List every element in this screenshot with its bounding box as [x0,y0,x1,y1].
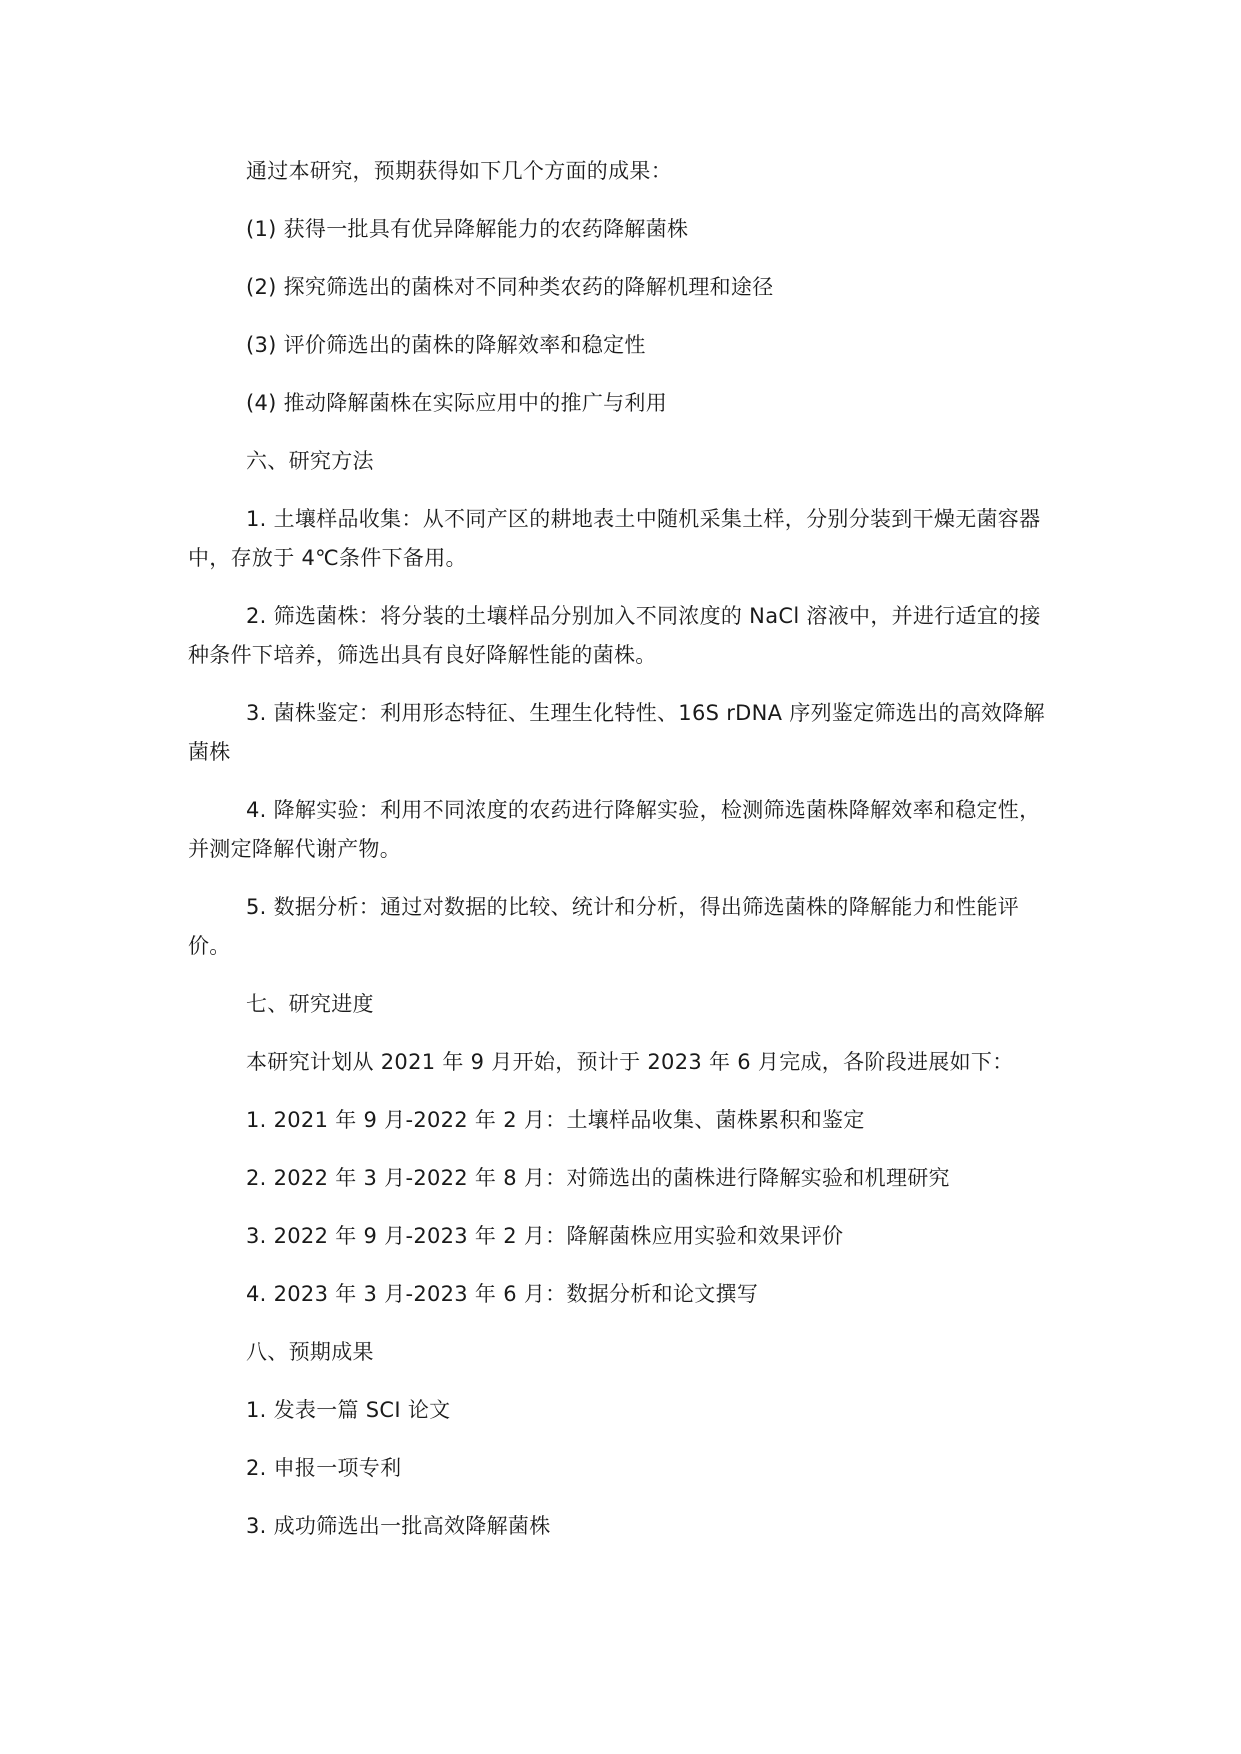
outcome-item: (3) 评价筛选出的菌株的降解效率和稳定性 [246,333,646,357]
paragraph-intro: 通过本研究，预期获得如下几个方面的成果： [246,159,672,183]
method-item: 3. 菌株鉴定：利用形态特征、生理生化特性、16S rDNA 序列鉴定筛选出的高效降解菌株 [188,701,1045,764]
outcome-item: (2) 探究筛选出的菌株对不同种类农药的降解机理和途径 [246,275,774,299]
schedule-item: 1. 2021 年 9 月-2022 年 2 月：土壤样品收集、菌株累积和鉴定 [246,1108,865,1132]
outcome-item: (4) 推动降解菌株在实际应用中的推广与利用 [246,391,668,415]
method-item: 2. 筛选菌株：将分装的土壤样品分别加入不同浓度的 NaCl 溶液中，并进行适宜的接种条件下培养，筛选出具有良好降解性能的菌株。 [188,604,1041,667]
schedule-item: 2. 2022 年 3 月-2022 年 8 月：对筛选出的菌株进行降解实验和机理研究 [246,1166,950,1190]
schedule-item: 3. 2022 年 9 月-2023 年 2 月：降解菌株应用实验和效果评价 [246,1224,844,1248]
section-heading-methods: 六、研究方法 [246,449,374,473]
schedule-item: 4. 2023 年 3 月-2023 年 6 月：数据分析和论文撰写 [246,1282,759,1306]
document-body [188,152,1054,1565]
method-item: 1. 土壤样品收集：从不同产区的耕地表土中随机采集土样，分别分装到干燥无菌容器中，存放于 4℃条件下备用。 [188,507,1041,570]
schedule-intro: 本研究计划从 2021 年 9 月开始，预计于 2023 年 6 月完成，各阶段进展如下： [246,1050,1014,1074]
section-heading-results: 八、预期成果 [246,1340,374,1364]
outcome-item: (1) 获得一批具有优异降解能力的农药降解菌株 [246,217,689,241]
method-item: 5. 数据分析：通过对数据的比较、统计和分析，得出筛选菌株的降解能力和性能评价。 [188,895,1020,958]
result-item: 3. 成功筛选出一批高效降解菌株 [246,1514,551,1538]
method-item: 4. 降解实验：利用不同浓度的农药进行降解实验，检测筛选菌株降解效率和稳定性，并测定降解代谢产物。 [188,798,1041,861]
section-heading-schedule: 七、研究进度 [246,992,374,1016]
result-item: 1. 发表一篇 SCI 论文 [246,1398,451,1422]
result-item: 2. 申报一项专利 [246,1456,402,1480]
